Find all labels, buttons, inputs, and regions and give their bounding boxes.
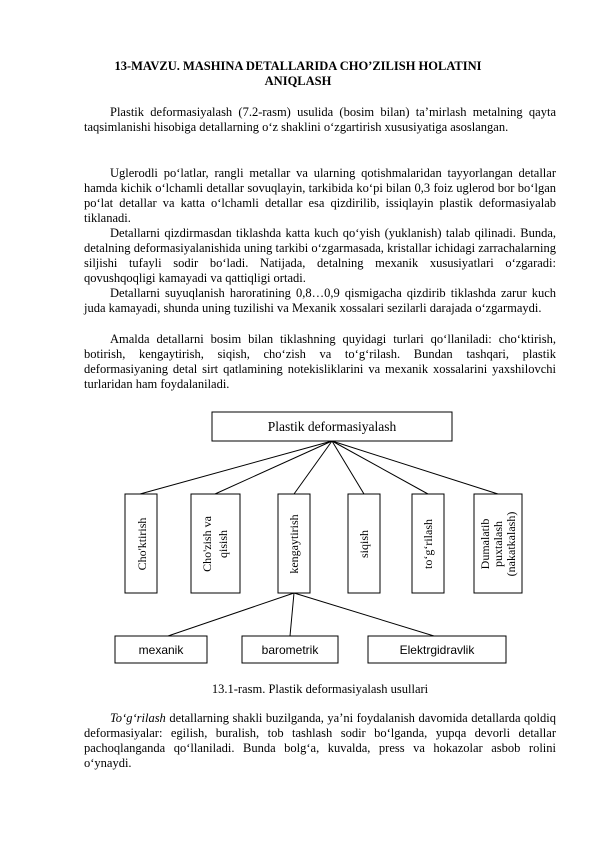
paragraph-3: Detallarni qizdirmasdan tiklashda katta kuch qo‘yish (yuklanish) talab qilinadi. Bunda, detalning deformasiyalanishida uning tarkibi o‘zgarmasada, kristallar ichidagi zarrachalarning siljishi tufayli sodir bo‘ladi. Natijada, detalning mexanik xususiyatlari o‘zgaradi: qovushqoqligi kamayadi va qattiqligi ortadi. — [84, 226, 556, 285]
method-label-choktirish: Cho'ktirish — [135, 517, 149, 571]
italic-term: To‘g‘rilash — [110, 711, 166, 725]
drive-label-elektrgidravlik: Elektrgidravlik — [399, 643, 475, 657]
paragraph-5: Amalda detallarni bosim bilan tiklashning quyidagi turlari qo‘llaniladi: cho‘ktirish, botirish, kengaytirish, siqish, cho‘zish va to‘g‘rilash. Bundan tashqari, plastik deformasiyaning detal sirt qatlamining notekisliklarini va mexanik xossalarini yaxshilovchi turlaridan ham foydalaniladi. — [84, 332, 556, 391]
drive-connectors — [168, 593, 434, 636]
paragraph-final — [84, 711, 556, 771]
drive-label-mexanik: mexanik — [138, 643, 184, 657]
method-label-kengaytirish: kengaytirish — [287, 514, 301, 574]
paragraph-2: Uglerodli po‘latlar, rangli metallar va ularning qotishmalaridan tayyorlangan detallar hamda kichik o‘lchamli detallar sovuqlayin, tarkibida ko‘pi bilan 0,3 foiz uglerod bor bo‘lgan po‘lat detallar va katta o‘lchamli detallar esa qizdirilib, issiqlayin plastik deformasiyalab tiklanadi. — [84, 166, 556, 225]
paragraph-1: Plastik deformasiyalash (7.2-rasm) usulida (bosim bilan) ta’mirlash metalning qayta taqsimlanishi hisobiga detallarning o‘z shaklini o‘zgartirish xususiyatiga asoslangan. — [84, 105, 556, 134]
method-label-siqish: siqish — [357, 529, 371, 559]
method-label-dumalatib-line1: Dumalatib — [478, 518, 492, 570]
root-connectors — [140, 441, 498, 494]
method-label-dumalatib-line2: puxtalash — [491, 521, 505, 567]
method-label-dumalatib-line3: (nakatkalash) — [504, 511, 518, 577]
title-line-1: 13-MAVZU. MASHINA DETALLARIDA CHO’ZILISH HOLATINI — [114, 59, 482, 73]
method-label-chozish-line1: Cho'zish va — [200, 516, 214, 572]
root-label: Plastik deformasiyalash — [267, 419, 397, 434]
method-label-chozish-line2: qisish — [216, 529, 230, 559]
figure-caption: 13.1-rasm. Plastik deformasiyalash usullari — [211, 682, 429, 696]
method-label-togrilash: to‘g‘rilash — [421, 519, 435, 569]
drive-label-barometrik: barometrik — [261, 643, 319, 657]
paragraph-final-text: detallarning shakli buzilganda, ya’ni foydalanish davomida detallarda qoldiq deformasiyalar: egilish, buralish, tob tashlash sodir bo‘lganda, yupqa devorli detallar pachoqlanganda qo‘llaniladi. Bunda bolg‘a, kuvalda, press va hokazolar asbob rolini o‘ynaydi. — [84, 711, 556, 770]
title-line-2: ANIQLASH — [264, 74, 332, 88]
paragraph-4: Detallarni suyuqlanish haroratining 0,8…0,9 qismigacha qizdirib tiklashda zarur kuch juda kamayadi, shunda uning tuzilishi va Mexanik xossalari sezilarli darajada o‘zgarmaydi. — [84, 286, 556, 315]
